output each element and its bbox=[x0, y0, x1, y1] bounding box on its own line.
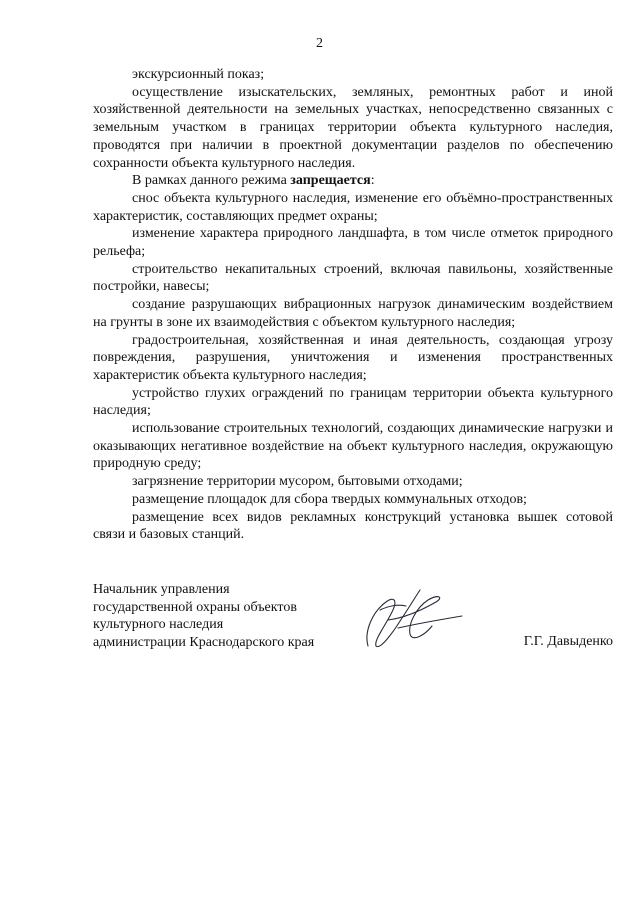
page-number: 2 bbox=[316, 36, 323, 51]
signatory-position-line: культурного наследия bbox=[93, 617, 224, 632]
signature-block bbox=[93, 581, 613, 651]
prohibition-item: изменение характера природного ландшафта, в том числе отметок природного рельефа; bbox=[93, 226, 613, 260]
paragraph-excursion: экскурсионный показ; bbox=[132, 67, 265, 82]
prohibition-item: градостроительная, хозяйственная и иная деятельность, создающая угрозу повреждения, разрушения, уничтожения и изменения пространственных характеристик объекта культурного наследия; bbox=[93, 332, 613, 383]
regime-intro-colon: : bbox=[370, 173, 375, 189]
prohibition-item: размещение площадок для сбора твердых коммунальных отходов; bbox=[132, 491, 527, 507]
signatory-position-line: государственной охраны объектов bbox=[93, 599, 297, 615]
prohibition-item: снос объекта культурного наследия, изменение его объёмно-пространственных характеристик, составляющих предмет охраны; bbox=[93, 190, 613, 224]
prohibition-item: размещение всех видов рекламных конструкций установка вышек сотовой связи и базовых станций. bbox=[93, 509, 613, 543]
prohibited-emphasis: запрещается bbox=[290, 173, 371, 189]
signatory-name: Г.Г. Давыденко bbox=[523, 634, 613, 649]
signatory-position-line: Начальник управления bbox=[93, 582, 230, 597]
prohibition-item: загрязнение территории мусором, бытовыми отходами; bbox=[132, 474, 463, 490]
document-body bbox=[93, 66, 613, 544]
prohibition-item: устройство глухих ограждений по границам территории объекта культурного наследия; bbox=[93, 385, 613, 419]
regime-intro-text: В рамках данного режима bbox=[132, 173, 291, 189]
handwritten-signature bbox=[358, 580, 468, 652]
prohibition-item: строительство некапитальных строений, включая павильоны, хозяйственные постройки, навесы; bbox=[93, 261, 613, 295]
regime-intro bbox=[93, 172, 613, 190]
prohibition-item: использование строительных технологий, создающих динамические нагрузки и оказывающих негативное воздействие на объект культурного наследия, окружающую природную среду; bbox=[93, 421, 613, 472]
paragraph-earthworks: осуществление изыскательских, земляных, ремонтных работ и иной хозяйственной деятельности на земельных участках, непосредственно связанных с земельным участком в границах территории объекта культурного наследия, проводятся при наличии в проектной документации разделов по обеспечению сохранности объекта культурного наследия. bbox=[93, 84, 613, 171]
prohibition-item: создание разрушающих вибрационных нагрузок динамическим воздействием на грунты в зоне их взаимодействия с объектом культурного наследия; bbox=[93, 297, 613, 330]
signatory-position-line: администрации Краснодарского края bbox=[93, 634, 315, 650]
